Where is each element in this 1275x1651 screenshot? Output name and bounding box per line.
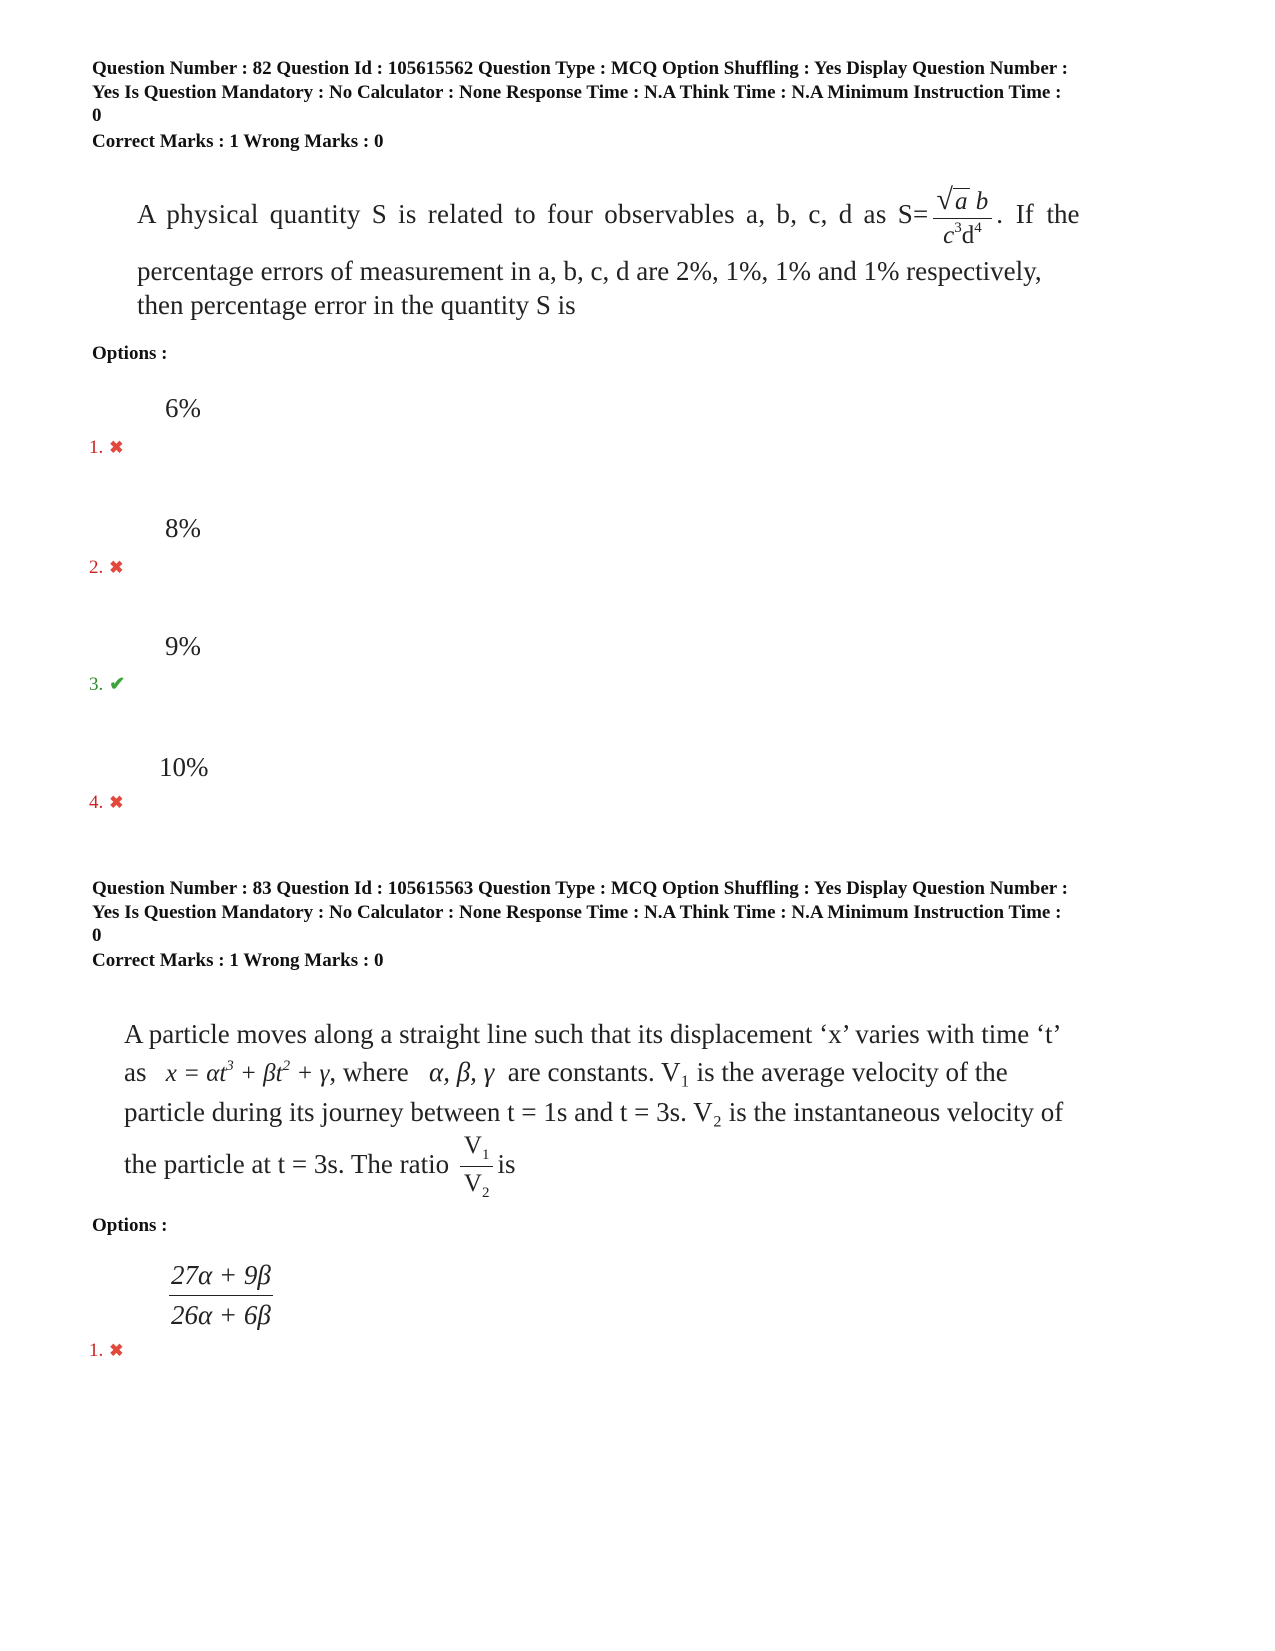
option-number: 4. ✖ — [89, 792, 124, 813]
option-number: 1. ✖ — [89, 437, 124, 458]
question-text-part: , where — [329, 1057, 409, 1087]
option-fraction — [169, 1262, 273, 1329]
meta-line: Yes Is Question Mandatory : No Calculator : None Response Time : N.A Think Time : N.A Minimum Instruction Time : — [92, 901, 1062, 923]
question-text-part: . If the — [996, 199, 1080, 229]
options-label: Options : — [92, 343, 168, 364]
ratio-fraction: $\frac{V_1}{V_2}$ — [460, 1133, 494, 1201]
meta-line: Question Number : 83 Question Id : 105615563 Question Type : MCQ Option Shuffling : Yes Display Question Number : — [92, 878, 1068, 899]
question-text-line: particle during its journey between t = 1s and t = 3s. V₂ is the instantaneous velocity of — [124, 1097, 1064, 1127]
option-value[interactable]: 10% — [159, 752, 209, 782]
question-83-text — [124, 1015, 1094, 1201]
formula-fraction: $\frac{\text{√a b}}{c^3d^4}$ — [933, 185, 993, 248]
question-text-part: is — [497, 1149, 516, 1179]
question-82-text — [137, 178, 1107, 322]
question-83-meta — [92, 877, 1192, 948]
fraction-denominator: 26α + 6β — [171, 1300, 271, 1330]
wrong-cross-icon: ✖ — [109, 1341, 124, 1360]
option-value[interactable] — [165, 1262, 277, 1329]
meta-line: 0 — [92, 105, 102, 126]
option-number: 1. ✖ — [89, 1340, 124, 1361]
question-text-part: the particle at t = 3s. The ratio — [124, 1149, 450, 1179]
fraction-numerator: 27α + 9β — [169, 1262, 273, 1296]
question-text-line: then percentage error in the quantity S is — [137, 290, 576, 320]
question-83-marks: Correct Marks : 1 Wrong Marks : 0 — [92, 950, 384, 971]
question-82-marks: Correct Marks : 1 Wrong Marks : 0 — [92, 131, 384, 152]
meta-line: Question Number : 82 Question Id : 105615562 Question Type : MCQ Option Shuffling : Yes Display Question Number : — [92, 58, 1068, 79]
option-value[interactable]: 8% — [165, 513, 201, 543]
option-value[interactable]: 9% — [165, 631, 201, 661]
question-text-part: as — [124, 1057, 147, 1087]
question-text-part: A physical quantity S is related to four observables a, b, c, d as S= — [137, 199, 929, 229]
options-label: Options : — [92, 1215, 168, 1236]
meta-line: Yes Is Question Mandatory : No Calculator : None Response Time : N.A Think Time : N.A Minimum Instruction Time : — [92, 81, 1062, 103]
wrong-cross-icon: ✖ — [109, 438, 124, 457]
meta-line: 0 — [92, 925, 102, 946]
question-text-line: percentage errors of measurement in a, b, c, d are 2%, 1%, 1% and 1% respectively, — [137, 256, 1042, 286]
question-text-line: A particle moves along a straight line such that its displacement ‘x’ varies with time ‘t’ — [124, 1019, 1062, 1049]
question-text-part: are constants. V₁ is the average velocity of the — [507, 1057, 1008, 1087]
correct-check-icon: ✔ — [109, 674, 126, 695]
wrong-cross-icon: ✖ — [109, 558, 124, 577]
option-value[interactable]: 6% — [165, 393, 201, 423]
displacement-formula: $x = \alpha t^3 + \beta t^2 + \gamma$ — [153, 1057, 330, 1087]
constants-symbols: α, β, γ — [415, 1057, 508, 1087]
option-number: 2. ✖ — [89, 557, 124, 578]
option-number: 3. ✔ — [89, 674, 126, 695]
question-82-meta — [92, 57, 1192, 128]
wrong-cross-icon: ✖ — [109, 793, 124, 812]
